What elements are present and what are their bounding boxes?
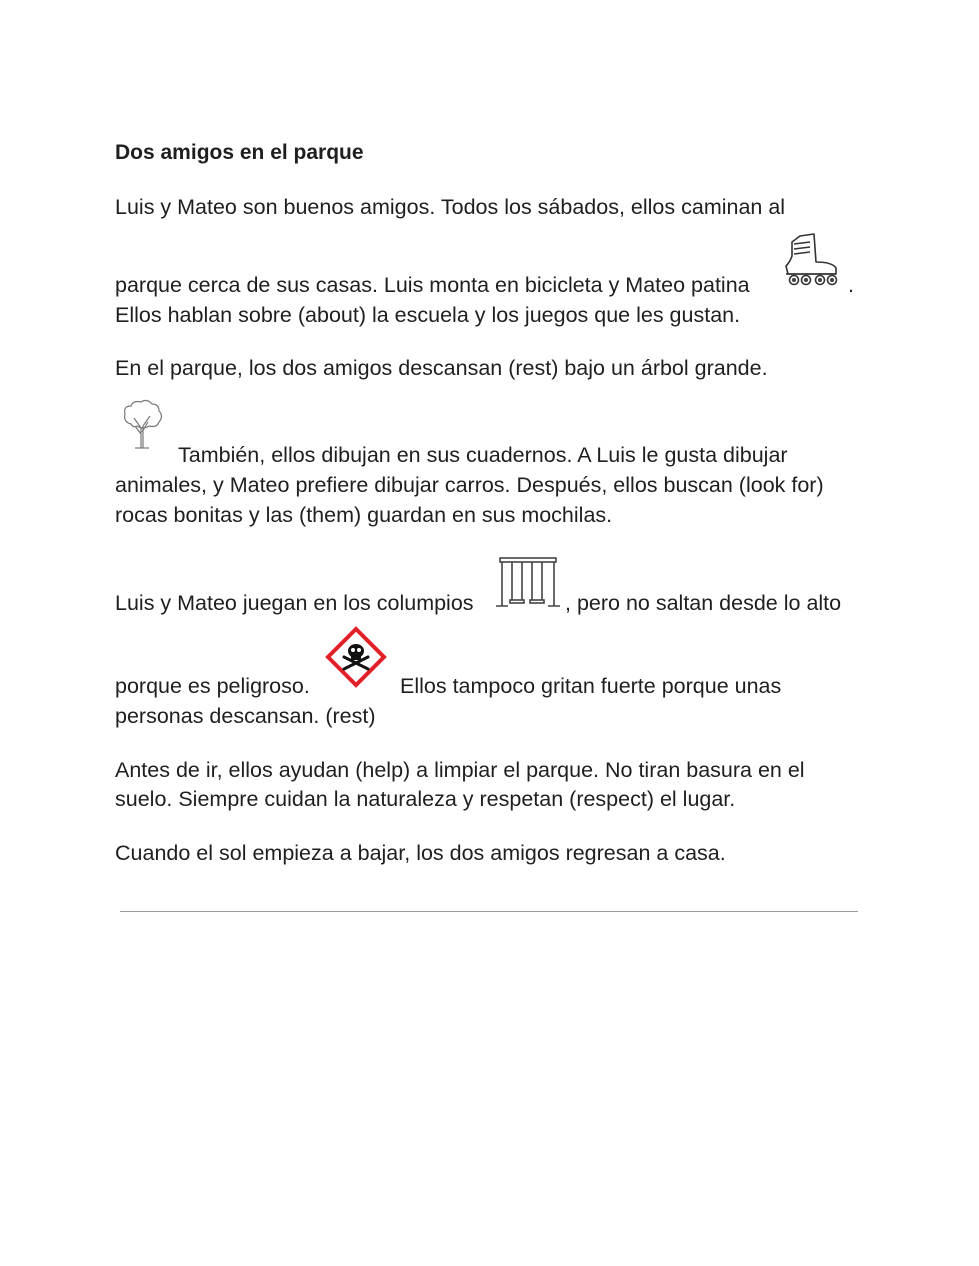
paragraph-4-line-2-end: Ellos tampoco gritan fuerte porque unas: [400, 674, 782, 698]
horizontal-rule: [120, 911, 858, 912]
paragraph-3-line-3: rocas bonitas y las (them) guardan en sus mochilas.: [115, 503, 613, 527]
paragraph-4-line-3: personas descansan. (rest): [115, 704, 376, 728]
paragraph-1-line-2-end: .: [848, 273, 854, 297]
paragraph-3-line-1: También, ellos dibujan en sus cuadernos. A Luis le gusta dibujar: [178, 443, 788, 467]
paragraph-4-line-1-end: , pero no saltan desde lo alto: [565, 591, 842, 615]
roller-skate-icon: [780, 232, 842, 288]
paragraph-1-line-2-text: parque cerca de sus casas. Luis monta en bicicleta y Mateo patina: [115, 273, 750, 297]
paragraph-3-line-2: animales, y Mateo prefiere dibujar carros. Después, ellos buscan (look for): [115, 473, 824, 497]
paragraph-1-line-2: [115, 270, 750, 300]
paragraph-2-line-1: En el parque, los dos amigos descansan (rest) bajo un árbol grande.: [115, 356, 768, 380]
paragraph-6-line-1: Cuando el sol empieza a bajar, los dos amigos regresan a casa.: [115, 841, 726, 865]
paragraph-4-line-1: Luis y Mateo juegan en los columpios: [115, 591, 474, 615]
document-title: Dos amigos en el parque: [115, 141, 364, 164]
paragraph-4-line-2: porque es peligroso.: [115, 674, 310, 698]
paragraph-1-line-3: Ellos hablan sobre (about) la escuela y los juegos que les gustan.: [115, 303, 741, 327]
paragraph-5-line-2: suelo. Siempre cuidan la naturaleza y respetan (respect) el lugar.: [115, 787, 736, 811]
paragraph-5-line-1: Antes de ir, ellos ayudan (help) a limpiar el parque. No tiran basura en el: [115, 758, 805, 782]
skull-crossbones-hazard-icon: [325, 626, 387, 688]
swing-icon: [494, 556, 562, 611]
tree-icon: [117, 398, 167, 450]
paragraph-1-line-1: Luis y Mateo son buenos amigos. Todos los sábados, ellos caminan al: [115, 195, 786, 219]
